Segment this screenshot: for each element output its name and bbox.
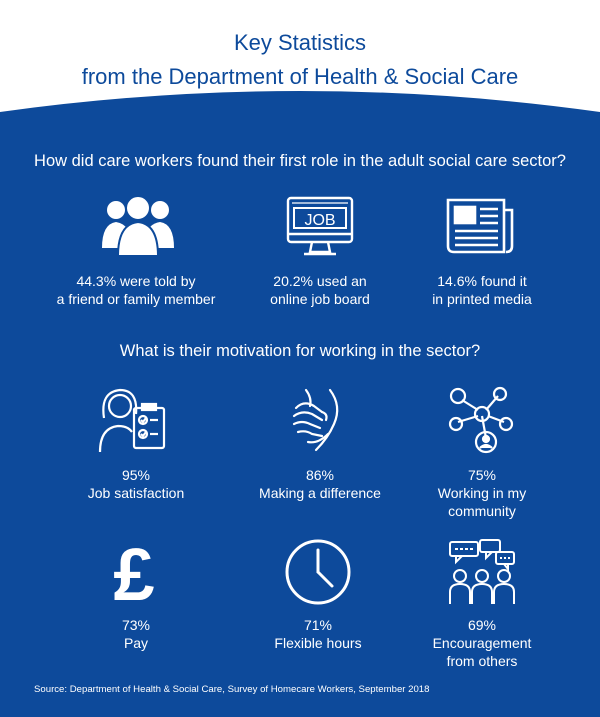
question-motivation: What is their motivation for working in the sector? <box>119 342 481 360</box>
stat-online-job-board <box>230 272 410 308</box>
stat-printed-media <box>392 272 572 308</box>
stat-online-job-board-line2: online job board <box>270 291 370 307</box>
stat-community-line1: Working in my <box>437 485 527 501</box>
stat-job-satisfaction-value: 95% <box>121 467 151 483</box>
caring-hands-icon <box>288 386 348 454</box>
source-note: Source: Department of Health & Social Care, Survey of Homecare Workers, September 2018 <box>34 684 430 695</box>
stat-printed-media-line1: 14.6% found it <box>437 273 527 289</box>
speech-bubbles-people-icon <box>446 538 518 606</box>
stat-flexible-hours-value: 71% <box>303 617 333 633</box>
stat-friend-family-line1: 44.3% were told by <box>76 273 196 289</box>
pound-sign-icon <box>108 538 160 608</box>
people-group-icon <box>100 194 176 256</box>
svg-text:JOB: JOB <box>304 212 336 229</box>
stat-flexible-hours-label: Flexible hours <box>274 635 362 651</box>
stat-flexible-hours <box>228 616 408 652</box>
stat-friend-family-line2: a friend or family member <box>56 291 216 307</box>
job-board-monitor-icon <box>286 194 354 260</box>
stat-encouragement-line2: from others <box>446 653 518 669</box>
stat-pay <box>46 616 226 652</box>
stat-community-line2: community <box>448 503 516 519</box>
stat-making-difference-value: 86% <box>305 467 335 483</box>
worker-checklist-icon <box>98 384 170 454</box>
question-first-role: How did care workers found their first role in the adult social care sector? <box>34 152 566 170</box>
stat-pay-label: Pay <box>123 635 149 651</box>
stat-making-difference <box>230 466 410 502</box>
community-network-icon <box>448 386 514 454</box>
stat-pay-value: 73% <box>121 617 151 633</box>
svg-text:£: £ <box>113 538 155 608</box>
title-line-2: from the Department of Health & Social Care <box>81 64 519 89</box>
stat-community-value: 75% <box>467 467 497 483</box>
stat-encouragement-line1: Encouragement <box>432 635 532 651</box>
page-title <box>0 26 600 94</box>
stat-online-job-board-line1: 20.2% used an <box>273 273 367 289</box>
stat-making-difference-label: Making a difference <box>259 485 381 501</box>
clock-icon <box>284 538 352 606</box>
stat-friend-family <box>46 272 226 308</box>
stat-community <box>392 466 572 520</box>
newspaper-icon <box>444 196 516 256</box>
stat-job-satisfaction <box>46 466 226 502</box>
stat-printed-media-line2: in printed media <box>432 291 532 307</box>
stat-job-satisfaction-label: Job satisfaction <box>87 485 185 501</box>
stat-encouragement <box>392 616 572 670</box>
title-line-1: Key Statistics <box>233 30 367 55</box>
stat-encouragement-value: 69% <box>467 617 497 633</box>
